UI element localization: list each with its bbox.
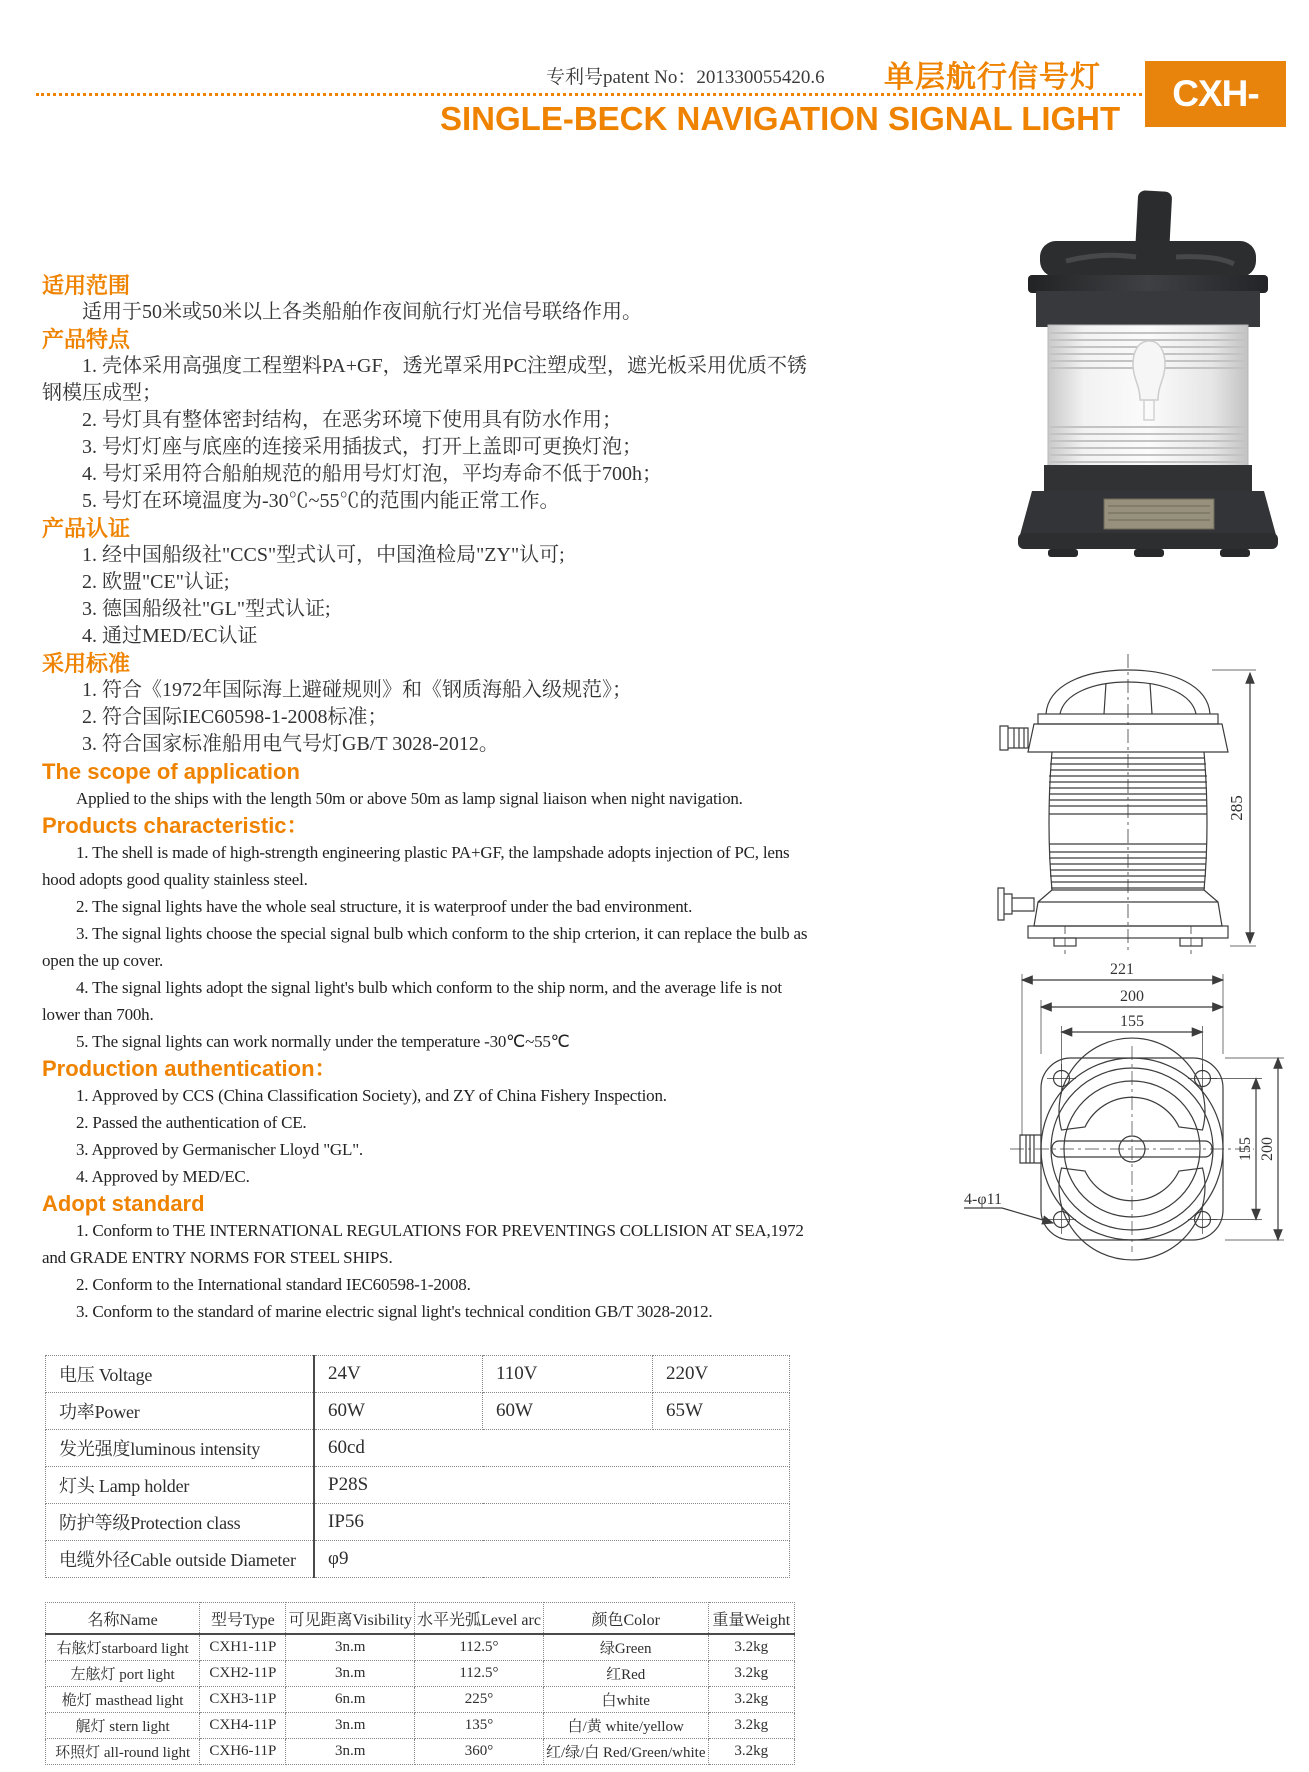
lamp-lens — [1048, 325, 1248, 467]
body-line: 1. Approved by CCS (China Classification Society), and ZY of China Fishery Inspection. — [76, 1086, 667, 1105]
cell-name: 右舷灯starboard light — [46, 1634, 200, 1661]
product-title-cn: 单层航行信号灯 — [884, 61, 1101, 94]
body-line: Applied to the ships with the length 50m or above 50m as lamp signal liaison when night navigation. — [76, 789, 743, 808]
column-header: 型号Type — [200, 1603, 286, 1635]
spec-value: 110V — [483, 1356, 653, 1393]
table-row — [46, 1634, 795, 1661]
table-row — [46, 1661, 795, 1687]
cell-level-arc: 112.5° — [414, 1634, 543, 1661]
body-line: 3. Conform to the standard of marine electric signal light's technical condition GB/T 3028-2012. — [76, 1302, 713, 1321]
table-row — [46, 1713, 795, 1739]
dimension-height-holes: 155 — [1237, 1137, 1254, 1161]
body-line: 1. Conform to THE INTERNATIONAL REGULATIONS FOR PREVENTINGS COLLISION AT SEA,1972 and GRADE ENTRY NORMS FOR STEEL SHIPS. — [42, 1221, 804, 1267]
dimension-height-plate: 200 — [1259, 1137, 1276, 1161]
cell-weight: 3.2kg — [708, 1687, 795, 1713]
body-line: 3. 号灯灯座与底座的连接采用插拔式，打开上盖即可更换灯泡； — [82, 436, 642, 458]
column-header: 名称Name — [46, 1603, 200, 1635]
section-heading: 采用标准 — [42, 651, 131, 676]
cell-level-arc: 112.5° — [414, 1661, 543, 1687]
section-features-cn — [42, 326, 817, 515]
section-heading: 产品认证 — [42, 516, 131, 541]
section-heading: 产品特点 — [42, 327, 131, 352]
cell-weight: 3.2kg — [708, 1661, 795, 1687]
cell-type: CXH1-11P — [200, 1634, 286, 1661]
product-photo — [1008, 165, 1290, 557]
spec-label: 发光强度luminous intensity — [46, 1430, 315, 1467]
product-title-en: SINGLE-BECK NAVIGATION SIGNAL LIGHT — [440, 100, 1121, 137]
lamp-top-cap — [1028, 241, 1268, 327]
cell-type: CXH2-11P — [200, 1661, 286, 1687]
body-line: 2. The signal lights have the whole seal structure, it is waterproof under the bad environment. — [76, 897, 693, 916]
table-row — [46, 1467, 790, 1504]
body-line: 5. 号灯在环境温度为-30℃~55℃的范围内能正常工作。 — [82, 490, 560, 512]
header-divider — [36, 93, 1142, 96]
spec-value: 60cd — [314, 1430, 790, 1467]
body-line: 1. 符合《1972年国际海上避碰规则》和《钢质海船入级规范》； — [82, 679, 632, 701]
cell-visibility: 3n.m — [286, 1634, 415, 1661]
dimension-height: 285 — [1227, 795, 1246, 821]
body-line: 3. 符合国家标准船用电气号灯GB/T 3028-2012。 — [82, 733, 499, 755]
cell-color: 白/黄 white/yellow — [543, 1713, 708, 1739]
top-view-drawing — [956, 952, 1303, 1274]
section-heading: Production authentication： — [42, 1056, 337, 1081]
body-line: 1. The shell is made of high-strength engineering plastic PA+GF, the lampshade adopts injection of PC, lens hood adopts good quality stainless steel. — [42, 843, 790, 889]
spec-label: 电缆外径Cable outside Diameter — [46, 1541, 315, 1578]
column-header: 可见距离Visibility — [286, 1603, 415, 1635]
cell-level-arc: 225° — [414, 1687, 543, 1713]
cell-weight: 3.2kg — [708, 1634, 795, 1661]
section-certification-cn — [42, 515, 817, 650]
column-header: 水平光弧Level arc — [414, 1603, 543, 1635]
patent-number: 专利号patent No：201330055420.6 — [546, 67, 825, 88]
table-row — [46, 1430, 790, 1467]
dimension-width-plate: 200 — [1120, 988, 1144, 1005]
cell-name: 桅灯 masthead light — [46, 1687, 200, 1713]
cell-weight: 3.2kg — [708, 1713, 795, 1739]
cell-color: 红Red — [543, 1661, 708, 1687]
table-row — [46, 1393, 790, 1430]
body-line: 2. 欧盟"CE"认证; — [82, 571, 230, 593]
cell-name: 艉灯 stern light — [46, 1713, 200, 1739]
cell-name: 环照灯 all-round light — [46, 1739, 200, 1765]
body-line: 2. Conform to the International standard IEC60598-1-2008. — [76, 1275, 471, 1294]
body-line: 4. Approved by MED/EC. — [76, 1167, 250, 1186]
cell-visibility: 3n.m — [286, 1661, 415, 1687]
cell-type: CXH4-11P — [200, 1713, 286, 1739]
cell-visibility: 3n.m — [286, 1739, 415, 1765]
column-header: 重量Weight — [708, 1603, 795, 1635]
spec-value: 60W — [483, 1393, 653, 1430]
table-header-row — [46, 1603, 795, 1635]
section-scope-cn — [42, 272, 817, 326]
cell-visibility: 6n.m — [286, 1687, 415, 1713]
lamp-base — [1018, 465, 1278, 557]
table-row — [46, 1356, 790, 1393]
side-view-drawing — [988, 648, 1290, 960]
spec-label: 防护等级Protection class — [46, 1504, 315, 1541]
section-adopt-standard-en — [42, 1190, 817, 1325]
body-line: 适用于50米或50米以上各类船舶作夜间航行灯光信号联络作用。 — [82, 301, 642, 323]
nameplate — [1104, 499, 1214, 529]
spec-value: 60W — [314, 1393, 483, 1430]
cell-visibility: 3n.m — [286, 1713, 415, 1739]
body-line: 4. The signal lights adopt the signal light's bulb which conform to the ship norm, and the average life is not lower than 700h. — [42, 978, 782, 1024]
dimension-width-holes: 155 — [1120, 1013, 1144, 1030]
section-heading: Adopt standard — [42, 1191, 205, 1216]
model-table — [45, 1602, 795, 1765]
body-line: 2. Passed the authentication of CE. — [76, 1113, 307, 1132]
spec-label: 功率Power — [46, 1393, 315, 1430]
section-heading: 适用范围 — [42, 273, 131, 298]
spec-label: 灯头 Lamp holder — [46, 1467, 315, 1504]
section-authentication-en — [42, 1055, 817, 1190]
model-badge: CXH-11P — [1145, 61, 1286, 127]
spec-table — [45, 1355, 790, 1578]
body-line: 4. 号灯采用符合船舶规范的船用号灯灯泡，平均寿命不低于700h； — [82, 463, 662, 485]
cell-color: 白white — [543, 1687, 708, 1713]
spec-value: IP56 — [314, 1504, 790, 1541]
body-line: 1. 经中国船级社"CCS"型式认可，中国渔检局"ZY"认可; — [82, 544, 565, 566]
table-row — [46, 1687, 795, 1713]
cell-type: CXH6-11P — [200, 1739, 286, 1765]
body-line: 4. 通过MED/EC认证 — [82, 625, 258, 647]
cell-weight: 3.2kg — [708, 1739, 795, 1765]
text-column — [42, 272, 817, 1325]
body-line: 3. The signal lights choose the special signal bulb which conform to the ship crterion, it can replace the bulb as open the up cover. — [42, 924, 808, 970]
section-features-en — [42, 812, 817, 1055]
column-header: 颜色Color — [543, 1603, 708, 1635]
holes-count-label: 4-φ11 — [964, 1191, 1002, 1208]
section-standard-cn — [42, 650, 817, 758]
spec-label: 电压 Voltage — [46, 1356, 315, 1393]
table-row — [46, 1541, 790, 1578]
body-line: 2. 号灯具有整体密封结构，在恶劣环境下使用具有防水作用； — [82, 409, 622, 431]
cell-level-arc: 135° — [414, 1713, 543, 1739]
cell-color: 绿Green — [543, 1634, 708, 1661]
cell-level-arc: 360° — [414, 1739, 543, 1765]
cell-color: 红/绿/白 Red/Green/white — [543, 1739, 708, 1765]
table-row — [46, 1739, 795, 1765]
body-line: 3. Approved by Germanischer Lloyd "GL". — [76, 1140, 363, 1159]
body-line: 2. 符合国际IEC60598-1-2008标准； — [82, 706, 388, 728]
spec-value: 220V — [653, 1356, 790, 1393]
spec-value: 24V — [314, 1356, 483, 1393]
dimension-width-outer: 221 — [1110, 961, 1134, 978]
spec-value: φ9 — [314, 1541, 790, 1578]
section-heading: The scope of application — [42, 759, 300, 784]
spec-value: 65W — [653, 1393, 790, 1430]
body-line: 5. The signal lights can work normally under the temperature -30℃~55℃ — [76, 1032, 570, 1051]
spec-value: P28S — [314, 1467, 790, 1504]
body-line: 1. 壳体采用高强度工程塑料PA+GF，透光罩采用PC注塑成型，遮光板采用优质不锈钢模压成型； — [42, 355, 808, 404]
cell-type: CXH3-11P — [200, 1687, 286, 1713]
table-row — [46, 1504, 790, 1541]
cell-name: 左舷灯 port light — [46, 1661, 200, 1687]
section-heading: Products characteristic： — [42, 813, 309, 838]
body-line: 3. 德国船级社"GL"型式认证; — [82, 598, 331, 620]
section-scope-en — [42, 758, 817, 812]
